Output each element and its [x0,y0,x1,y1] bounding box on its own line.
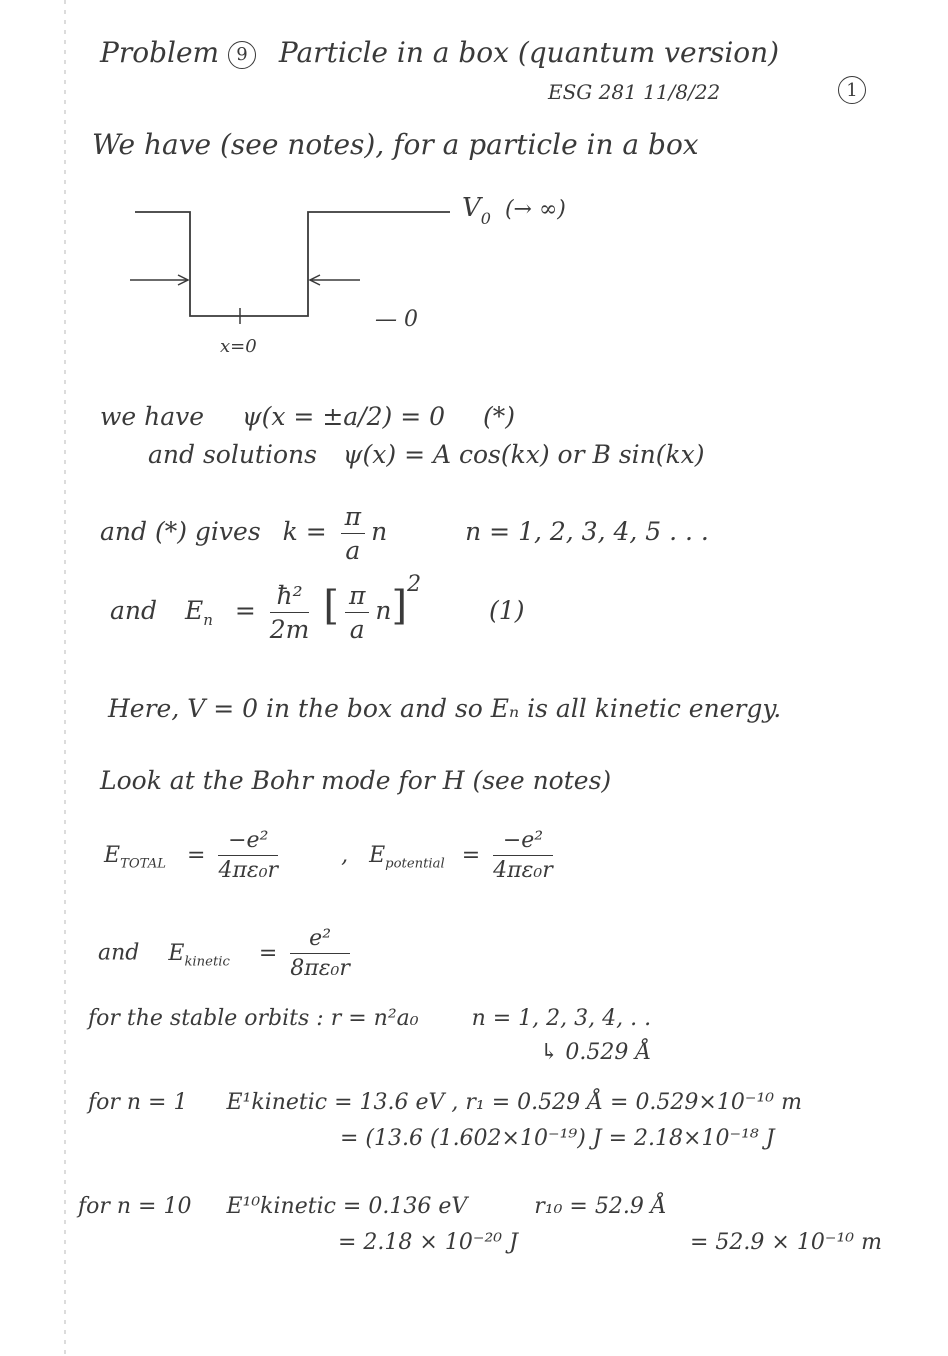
power: 2 [407,572,422,597]
zero-level-label: — 0 [375,307,418,332]
e-potential: $E_{potential}$ [369,842,445,871]
n10-radius-m: = 52.9 × 10⁻¹⁰ m [690,1230,882,1255]
problem-heading [100,36,779,69]
n1-prefix: for n = 1 [88,1090,188,1115]
k-quantization-line [100,502,709,565]
hbar-fraction: $\frac{\text{ħ²}}{2m}$ [269,581,310,644]
n1-kinetic: E¹kinetic = 13.6 eV , r₁ = 0.529 Å = 0.529×10⁻¹⁰ m [226,1090,802,1115]
e-kinetic: $E_{kinetic}$ [168,940,230,969]
n1-line [88,1090,802,1115]
page-number-circle: 1 [838,76,866,104]
we-have-text: we have [100,402,205,431]
v0-label: $V_0$ (→ ∞) [462,193,566,228]
origin-label: x=0 [220,336,257,357]
stable-orbits-line [88,1006,651,1031]
n10-prefix: for n = 10 [78,1194,192,1219]
notebook-margin [64,0,66,1356]
k-n: n [371,517,388,546]
e-total: $E_{TOTAL}$ [104,842,167,871]
bohr-radius: ↳ 0.529 Å [540,1040,652,1065]
k-lhs: k = [282,517,327,546]
boundary-condition-line [100,402,515,431]
k-prefix: and (*) gives [100,517,261,546]
energy-prefix: and [110,596,158,625]
condition-tag: (*) [482,402,515,431]
n-values: n = 1, 2, 3, 4, 5 . . . [465,517,709,546]
problem-number: 9 [228,41,256,69]
bracket-n: n [375,596,392,625]
problem-label: Problem [100,36,220,69]
equation-tag: (1) [489,596,525,625]
n10-line [78,1194,667,1219]
kinetic-fraction: $\frac{\text{e²}}{\text{8πε₀r}}$ [290,926,350,981]
n1-joule: = (13.6 (1.602×10⁻¹⁹) J = 2.18×10⁻¹⁸ J [340,1126,775,1151]
potential-well-diagram [120,180,680,360]
bohr-energy-line: $E_{TOTAL}$ = $\frac{\text{−e²}}{\text{4πε₀r}}$ , $E_{potential}$ = $\frac{\text{−e²}}{\text{4πε₀r}}$ [104,828,553,883]
intro-text: We have (see notes), for a particle in a box [92,128,699,161]
stable-orbits: for the stable orbits : r = n²a₀ [88,1006,419,1031]
problem-title: Particle in a box (quantum version) [278,36,780,69]
solutions-prefix: and solutions [148,440,317,469]
k-fraction: $\frac{\pi}{a}$ [341,502,365,565]
solutions-line [148,440,705,469]
n10-kinetic: E¹⁰kinetic = 0.136 eV [226,1194,468,1219]
potential-fraction: $\frac{\text{−e²}}{\text{4πε₀r}}$ [493,828,553,883]
boundary-condition: ψ(x = ±a/2) = 0 [242,402,446,431]
page-number [838,76,866,104]
course-date: ESG 281 11/8/22 [548,80,721,104]
kinetic-energy-line: and $E_{kinetic}$ = $\frac{\text{e²}}{\text{8πε₀r}}$ [98,926,350,981]
kinetic-prefix: and [98,940,140,966]
kinetic-note: Here, V = 0 in the box and so Eₙ is all kinetic energy. [108,694,782,723]
n10-radius: r₁₀ = 52.9 Å [534,1194,667,1219]
orbit-n-values: n = 1, 2, 3, 4, . . [471,1006,652,1031]
solutions-formula: ψ(x) = A cos(kx) or B sin(kx) [342,440,705,469]
bracket-fraction: $\frac{\pi}{a}$ [345,581,369,644]
bohr-note: Look at the Bohr mode for H (see notes) [100,766,612,795]
n10-joule: = 2.18 × 10⁻²⁰ J [338,1230,518,1255]
well-outline [135,212,450,316]
energy-formula-line: and $E_n$ = $\frac{\text{ħ²}}{2m}$ [ $\frac{\pi}{a}$ n]$^2$ (1) [110,572,525,644]
total-fraction: $\frac{\text{−e²}}{\text{4πε₀r}}$ [218,828,279,883]
en-lhs: $E_n$ [184,596,213,629]
